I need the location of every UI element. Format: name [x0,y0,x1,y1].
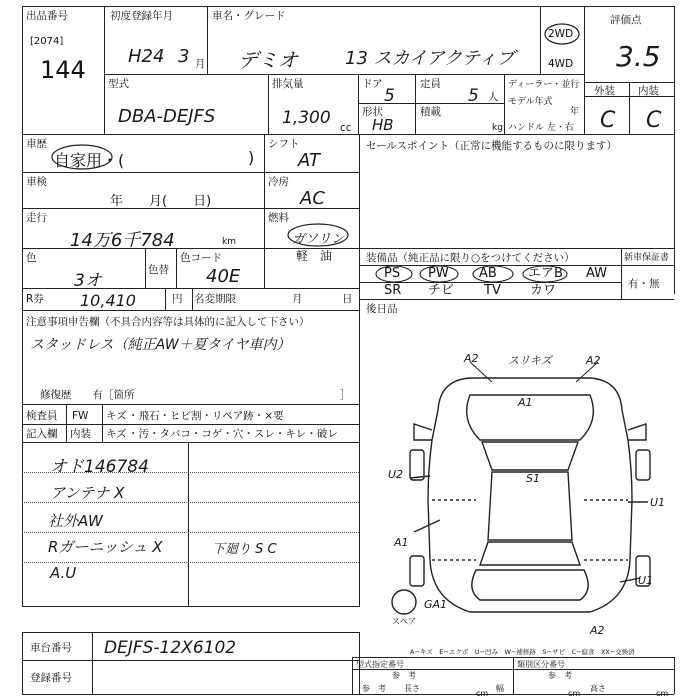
equip-aw: AW [586,266,608,281]
car-name: デミオ [238,48,298,72]
footer-cm3: cm [656,689,669,698]
diag-a2-left: A2 [464,352,479,365]
insp-date: 年 月( 日) [110,194,212,209]
score-label: 評価点 [610,14,642,26]
doors-label: ドア [362,78,383,90]
kizu-mark-2: キズ [106,428,127,440]
footer-b: 類別区分番号 [517,660,565,669]
footer-width: 幅 [496,684,504,693]
recycle-fee: 10,410 [80,291,136,310]
year-suffix: 年 [570,107,580,117]
interior-short-label: 内装 [70,428,91,440]
history: 自家用・( [54,151,125,170]
insp-row2: ・汚・タバコ・コゲ・穴・スレ・キレ・破レ [128,428,338,440]
ac-label: 冷房 [268,176,289,188]
footer-height: 高さ [590,684,606,693]
diag-u1-rear: U1 [638,574,654,587]
model-code-label: 型式 [108,78,129,90]
history-label: 車歴 [26,138,47,150]
memo6: A.U [50,564,77,582]
color-change-label: 色替 [148,264,169,276]
memo1: オド146784 [50,457,149,477]
diag-u2: U2 [388,468,404,481]
diag-a1-top: A1 [518,396,533,409]
insp-row1: ・飛石・ヒビ割・リペア跡・×要 [128,410,284,422]
diag-a2-bottom: A2 [590,624,605,637]
body-shape-label: 形状 [362,106,383,118]
footer-ref-b: 参 考 [548,671,572,680]
equip-chibi: チビ [428,283,455,298]
kizu-mark-1: キズ [106,410,127,422]
reg-year: H24 [128,46,165,67]
equipment-label: 装備品（純正品に限り○をつけてください） [366,252,575,264]
shift: AT [298,150,320,171]
km-unit: km [222,237,236,247]
equip-ab: AB [479,266,497,281]
memo3: 社外AW [48,512,103,530]
ac: AC [300,188,325,209]
color: 3オ [74,271,102,291]
diag-surikizu: スリキズ [508,354,552,367]
diag-a1-left: A1 [394,536,409,549]
mileage-label: 走行 [26,212,47,224]
note-line1: スタッドレス（純正AW＋夏タイヤ車内） [30,337,291,353]
light-oil: 軽 油 [296,249,333,263]
diag-a2-right: A2 [586,354,601,367]
auction-code: [2074] [30,36,64,47]
footer-ref-a: 参 考 [392,671,416,680]
capacity: 5 [468,86,479,106]
car-name-label: 車名・グレード [212,10,286,22]
fuel-label: 燃料 [268,212,289,224]
inspection-label: 車検 [26,176,47,188]
mileage: 14万6千784 [70,230,175,251]
displacement-label: 排気量 [272,78,304,90]
diag-ga1: GA1 [424,598,448,611]
color-label: 色 [26,252,37,264]
reg-month: 3 [178,46,190,67]
diag-s1: S1 [526,472,540,485]
model-year-label: モデル年式 [508,97,553,107]
exterior-grade: C [600,108,616,133]
color-code: 40E [206,266,241,287]
score: 3.5 [616,40,661,73]
person-unit: 人 [488,91,499,103]
lot-no-label: 出品番号 [26,10,68,22]
memo5: 下廻り S C [212,542,277,557]
remarks-label: 後日品 [366,303,398,315]
wd4: 4WD [548,58,574,70]
equip-sr: SR [384,283,402,298]
shift-label: シフト [268,138,300,150]
load-label: 積載 [420,106,441,118]
color-code-label: 色コード [180,252,222,264]
reg-no-label: 登録番号 [30,672,72,684]
cc-unit: cc [340,122,352,134]
first-reg-label: 初度登録年月 [110,10,173,22]
fuel: ガソリン [292,232,345,247]
footer-length: 長さ [404,684,420,693]
chassis-label: 車台番号 [30,642,72,654]
kg-unit: kg [492,123,503,133]
footer-cm2: cm [568,689,581,698]
nc-month: 月 [292,293,303,305]
fw-label: FW [72,410,89,422]
diag-u1-right: U1 [650,496,666,509]
warranty-val: 有・無 [628,278,660,290]
warranty-label: 新車保証書 [624,253,670,263]
recorder-label: 記入欄 [26,428,58,440]
reg-month-unit: 月 [195,58,206,70]
repair-label: 修復歴 有［箇所 [40,389,135,401]
legend: A−キズ E−エクボ U−凹み W−補修跡 S−サビ C−腐食 XX−交換済 [410,648,635,656]
equip-tv: TV [484,283,501,298]
footer-a: 型式指定番号 [356,660,404,669]
chassis-number: DEJFS-12X6102 [104,638,237,658]
yen-unit: 円 [172,293,183,305]
sales-point-label: セールスポイント（正常に機能するものに限ります） [366,140,618,152]
history-close: ) [248,148,255,167]
interior-grade: C [646,108,662,133]
repair-close: ］ [340,389,351,401]
model-code: DBA-DEJFS [118,106,216,127]
wd2: 2WD [548,28,574,40]
memo4: Rガーニッシュ X [48,538,163,556]
capacity-label: 定員 [420,78,441,90]
nc-day: 日 [342,293,353,305]
handle-label: ハンドル 左・右 [508,123,574,133]
memo2: アンテナ X [50,484,125,502]
inspector-label: 検査員 [26,410,58,422]
name-change-label: 名変期限 [194,293,236,305]
equip-airb: エアB [528,266,563,281]
interior-label: 内装 [638,85,659,97]
doors: 5 [384,86,395,106]
grade: 13 スカイアクティブ [345,48,515,69]
spare-label: スペア [392,617,416,626]
displacement: 1,300 [282,108,331,128]
dealer-label: ディーラー・並行 [508,80,580,90]
body-shape: HB [372,116,394,134]
footer-ref-c: 参 考 [362,684,386,693]
lot-number: 144 [40,56,86,84]
recycle-label: R券 [26,293,44,305]
equip-pw: PW [428,266,449,281]
footer-cm1: cm [476,689,489,698]
notes-header: 注意事項申告欄（不具合内容等は具体的に記入して下さい） [26,316,310,328]
exterior-label: 外装 [594,85,615,97]
equip-ps: PS [384,266,401,281]
equip-kawa: カワ [530,283,557,298]
